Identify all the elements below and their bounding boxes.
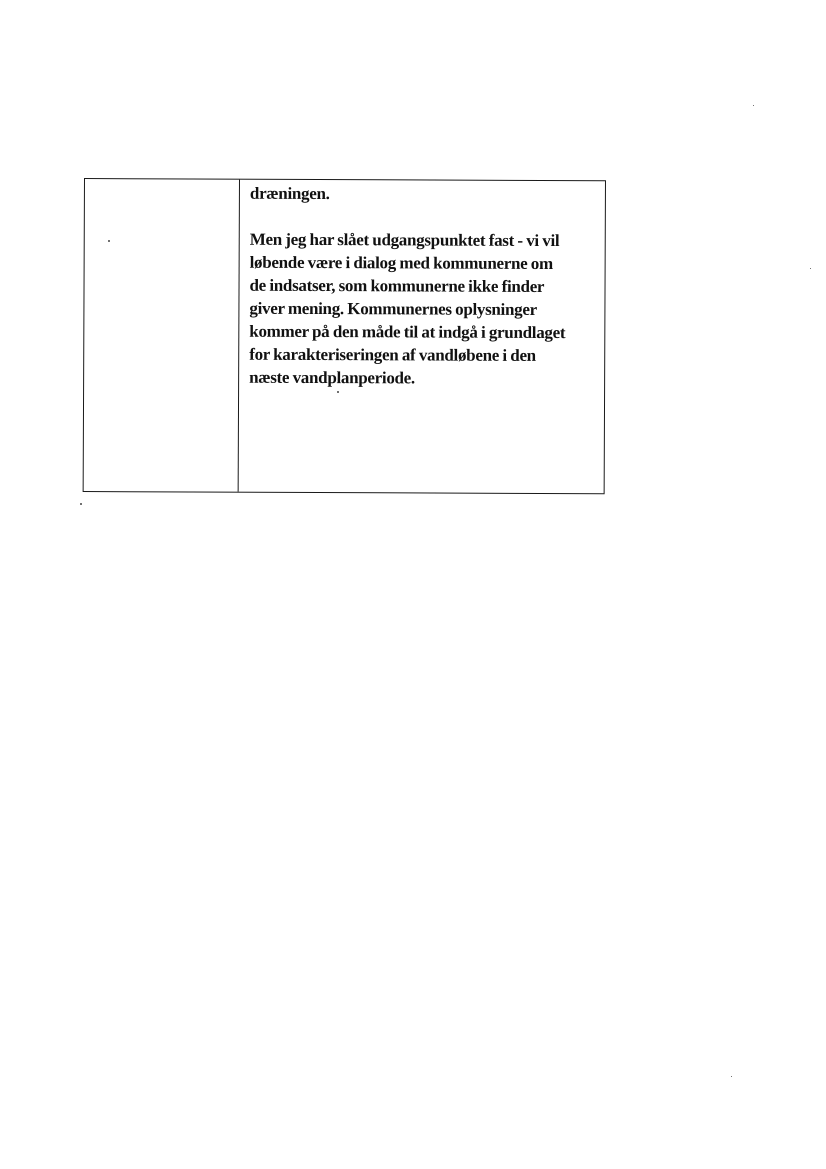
paragraph-line: de indsatser, som kommunerne ikke finder: [249, 275, 545, 297]
paragraph-line: giver mening. Kommunernes oplysninger: [249, 298, 537, 319]
scan-speck: [753, 105, 754, 106]
scan-speck: [810, 268, 811, 269]
paragraph-line: for karakteriseringen af vandløbene i den: [249, 344, 536, 365]
paragraph-line: Men jeg har slået udgangspunktet fast - vi vil: [249, 229, 560, 251]
scan-speck: [337, 391, 339, 393]
scan-speck: [731, 1076, 732, 1077]
paragraph-main: [249, 228, 595, 391]
paragraph-line: næste vandplanperiode.: [249, 367, 415, 388]
table-cell-left: [84, 179, 240, 492]
paragraph-continuation: dræningen.: [249, 183, 330, 204]
scan-speck: [108, 240, 110, 242]
table-cell-right: [239, 180, 605, 494]
scan-speck: [80, 503, 82, 505]
paragraph-line: løbende være i dialog med kommunerne om: [249, 252, 553, 274]
paragraph-line: kommer på den måde til at indgå i grundlaget: [249, 321, 566, 343]
document-table: [83, 178, 606, 494]
